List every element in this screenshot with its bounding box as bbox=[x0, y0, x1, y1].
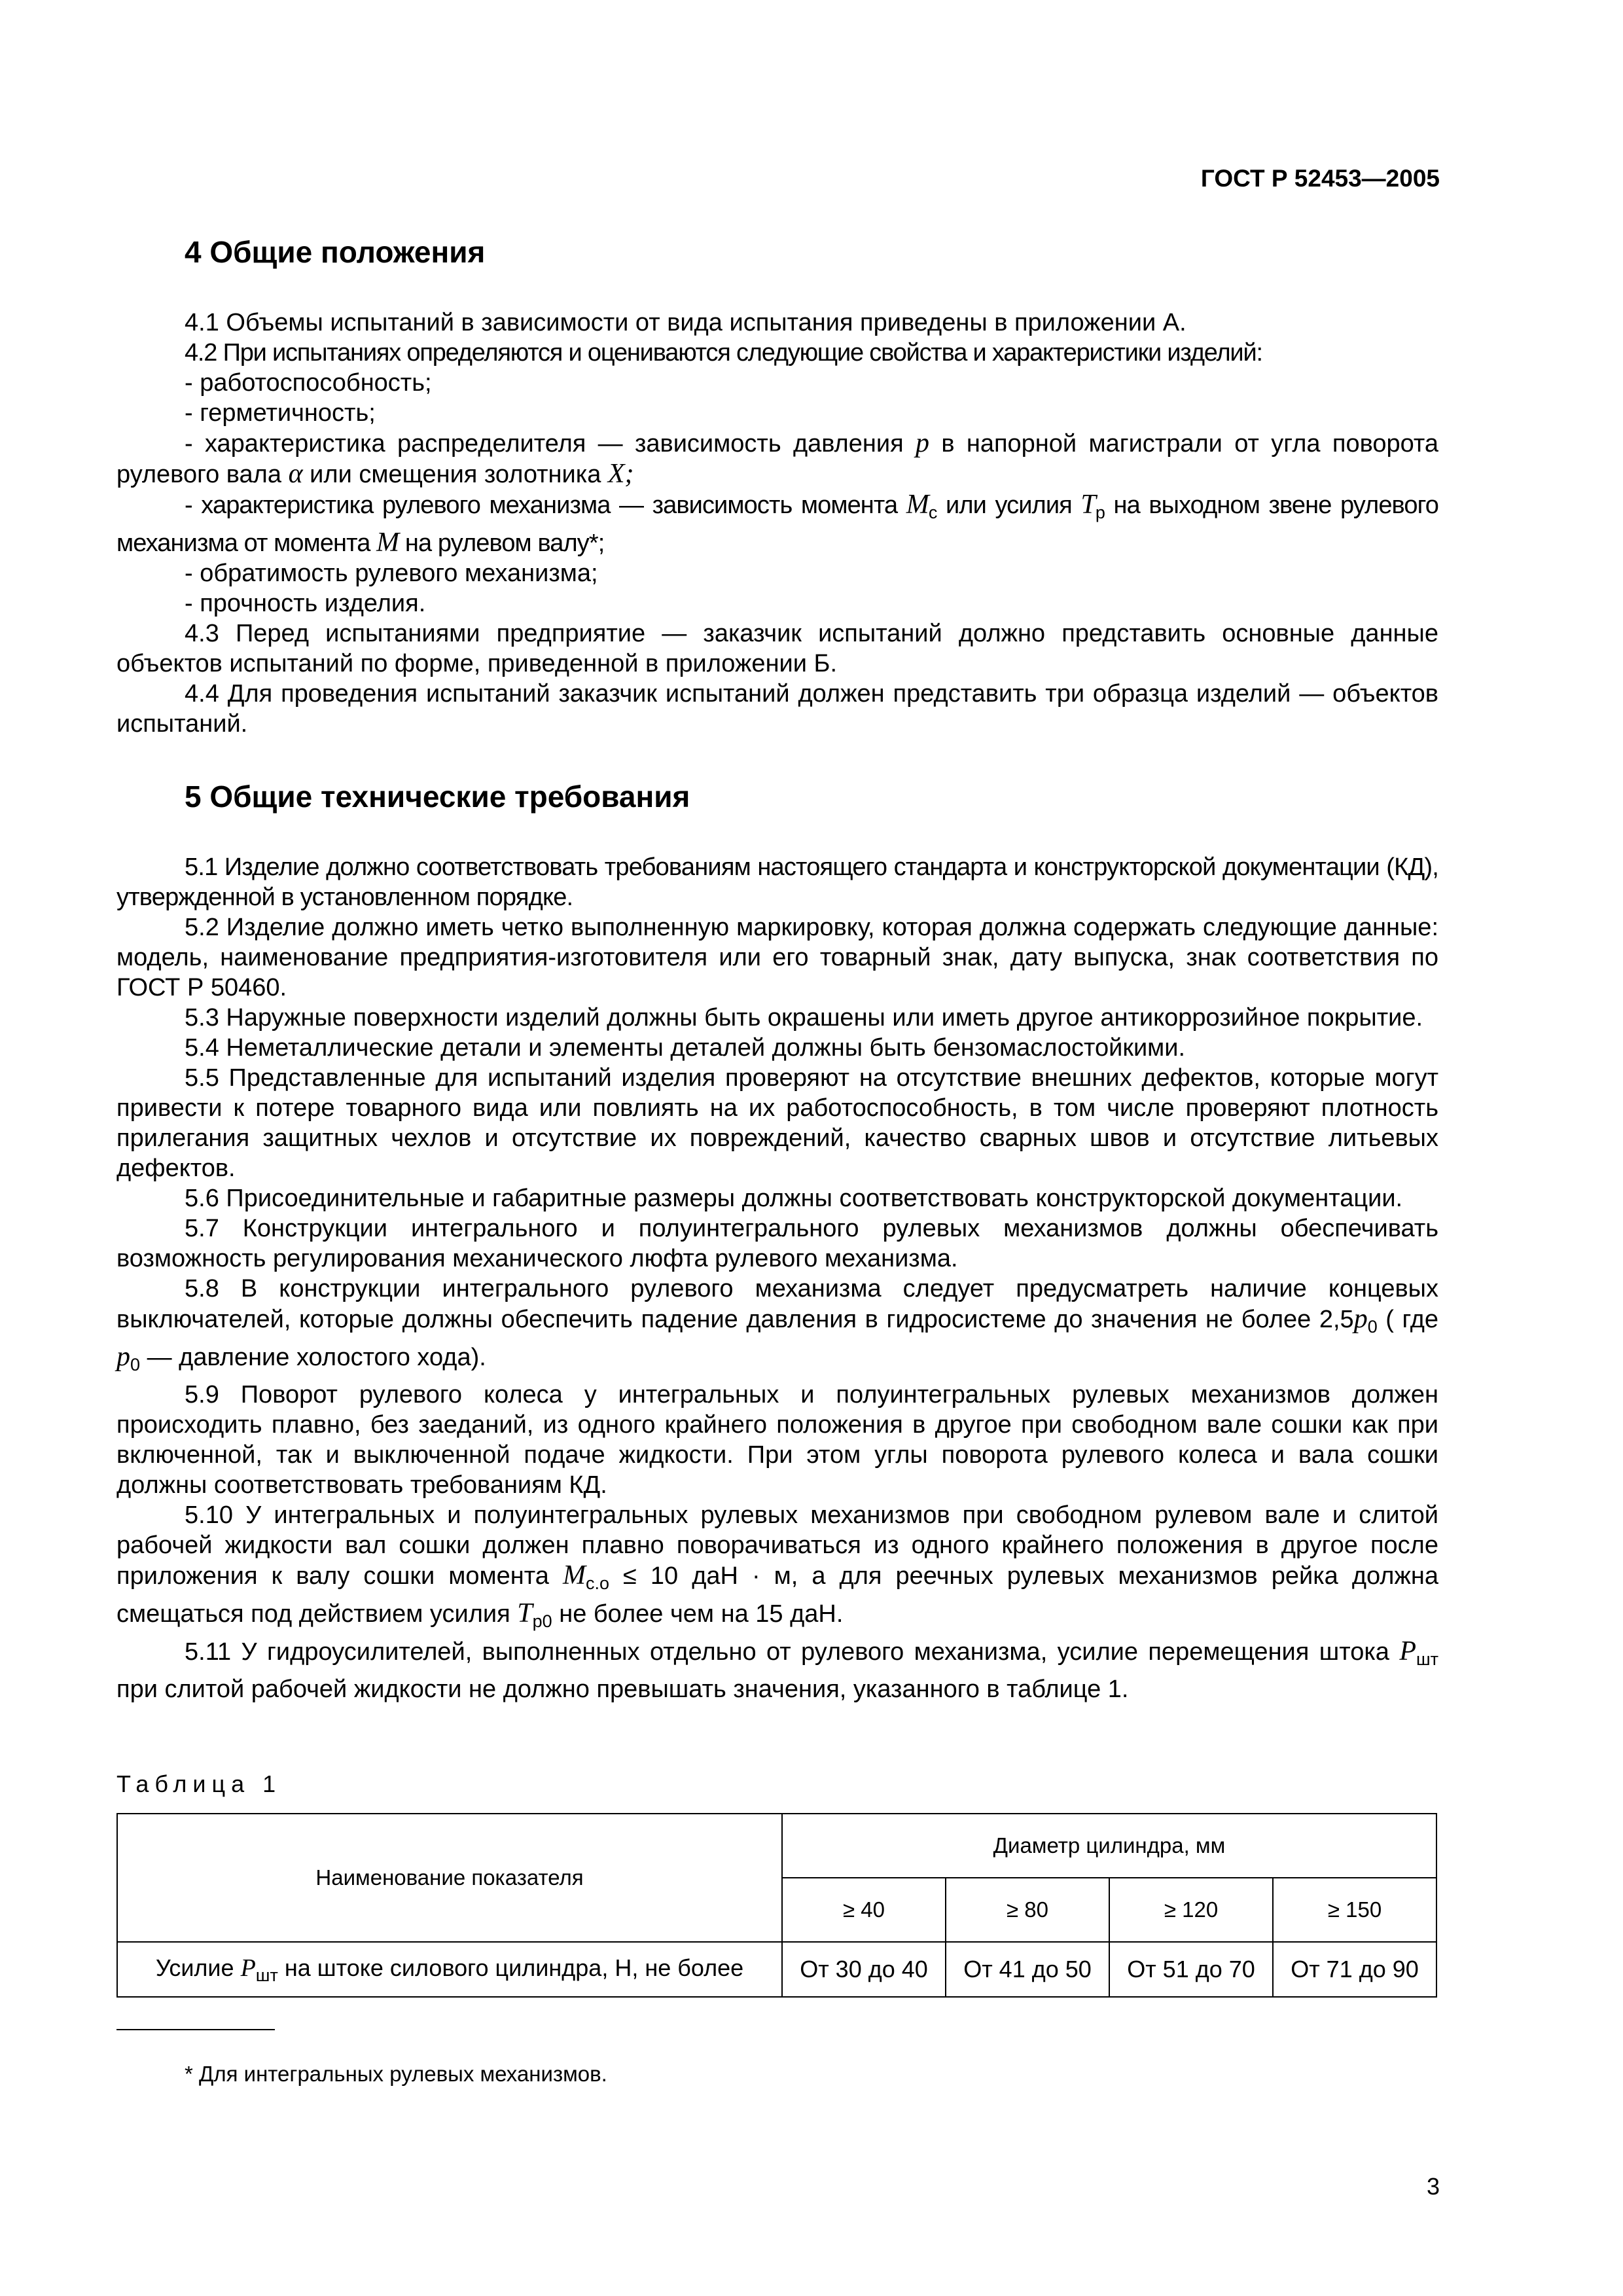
list-item-strength: - прочность изделия. bbox=[185, 590, 426, 617]
table-cell: От 41 до 50 bbox=[946, 1942, 1109, 1997]
paragraph-5-1: 5.1 Изделие должно соответствовать требованиям настоящего стандарта и конструкторской документации (КД), утвержденной в установленном порядке. bbox=[116, 853, 1438, 911]
footnote-divider bbox=[116, 2029, 275, 2030]
table-subheader: ≥ 40 bbox=[782, 1878, 946, 1942]
paragraph-5-9: 5.9 Поворот рулевого колеса у интегральных и полуинтегральных рулевых механизмов должен происходить плавно, без заеданий, из одного крайнего положения в другое при свободном вале сошки как при включенной, так и выключенной подаче жидкости. При этом углы поворота рулевого колеса и вала сошки должны соответствовать требованиям КД. bbox=[116, 1381, 1438, 1499]
table-subheader: ≥ 150 bbox=[1273, 1878, 1436, 1942]
list-item-reversibility: - обратимость рулевого механизма; bbox=[185, 560, 598, 587]
paragraph-5-4: 5.4 Неметаллические детали и элементы деталей должны быть бензомаслостойкими. bbox=[185, 1034, 1186, 1062]
paragraph-5-5: 5.5 Представленные для испытаний изделия проверяют на отсутствие внешних дефектов, которые могут привести к потере товарного вида или повлиять на их работоспособность, в том числе проверяют плотность прилегания защитных чехлов и отсутствие их повреждений, качество сварных швов и отсутствие литьевых дефектов. bbox=[116, 1064, 1438, 1182]
section-5-body bbox=[116, 852, 1438, 1704]
section-5-title: 5 Общие технические требования bbox=[185, 780, 690, 814]
table-row-label: Усилие $P_{шт}$ на штоке силового цилиндра, Н, не более bbox=[117, 1942, 782, 1997]
paragraph-5-7: 5.7 Конструкции интегрального и полуинтегрального рулевых механизмов должны обеспечивать возможность регулирования механического люфта рулевого механизма. bbox=[116, 1215, 1438, 1272]
paragraph-4-2: 4.2 При испытаниях определяются и оцениваются следующие свойства и характеристики изделий: bbox=[185, 339, 1262, 367]
table-row bbox=[117, 1942, 1436, 1997]
paragraph-5-10: 5.10 У интегральных и полуинтегральных рулевых механизмов при свободном рулевом вале и слитой рабочей жидкости вал сошки должен плавно поворачиваться из одного крайнего положения в другое после приложения к валу сошки момента $M_{c.o} \le 10$ даН · м, а для реечных рулевых механизмов рейка должна смещаться под действием усилия $T_{р0}$ не более чем на 15 даН. bbox=[116, 1501, 1438, 1631]
section-4-body bbox=[116, 308, 1438, 739]
table-cell: От 51 до 70 bbox=[1109, 1942, 1273, 1997]
list-item-operability: - работоспособность; bbox=[185, 369, 432, 397]
table-header-indicator: Наименование показателя bbox=[117, 1814, 782, 1942]
table-caption: Таблица 1 bbox=[116, 1770, 282, 1797]
table-subheader: ≥ 120 bbox=[1109, 1878, 1273, 1942]
table-subheader: ≥ 80 bbox=[946, 1878, 1109, 1942]
paragraph-5-3: 5.3 Наружные поверхности изделий должны быть окрашены или иметь другое антикоррозийное покрытие. bbox=[185, 1004, 1423, 1031]
table-cell: От 30 до 40 bbox=[782, 1942, 946, 1997]
section-4-title: 4 Общие положения bbox=[185, 235, 486, 269]
table-header-diameter: Диаметр цилиндра, мм bbox=[782, 1814, 1436, 1878]
paragraph-4-4: 4.4 Для проведения испытаний заказчик испытаний должен представить три образца изделий — объектов испытаний. bbox=[116, 680, 1438, 738]
paragraph-4-3: 4.3 Перед испытаниями предприятие — заказчик испытаний должно представить основные данные объектов испытаний по форме, приведенной в приложении Б. bbox=[116, 620, 1438, 677]
table-cell: От 71 до 90 bbox=[1273, 1942, 1436, 1997]
paragraph-5-2: 5.2 Изделие должно иметь четко выполненную маркировку, которая должна содержать следующие данные: модель, наименование предприятия-изготовителя или его товарный знак, дату выпуска, знак соответствия по ГОСТ Р 50460. bbox=[116, 914, 1438, 1001]
paragraph-4-1: 4.1 Объемы испытаний в зависимости от вида испытания приведены в приложении А. bbox=[185, 309, 1186, 336]
footnote: * Для интегральных рулевых механизмов. bbox=[185, 2062, 607, 2086]
list-item-tightness: - герметичность; bbox=[185, 399, 376, 427]
table-1 bbox=[116, 1813, 1437, 1998]
list-item-steering-characteristic: - характеристика рулевого механизма — зависимость момента $M_c$ или усилия $T_р$ на выходном звене рулевого механизма от момента M на рулевом валу*; bbox=[116, 490, 1439, 558]
paragraph-5-8: 5.8 В конструкции интегрального рулевого механизма следует предусматреть наличие концевых выключателей, которые должны обеспечить падение давления в гидросистеме до значения не более $2,5p_0$ ( где $p_0$ — давление холостого хода). bbox=[116, 1275, 1438, 1374]
page-number: 3 bbox=[1426, 2173, 1440, 2200]
paragraph-5-6: 5.6 Присоединительные и габаритные размеры должны соответствовать конструкторской документации. bbox=[185, 1185, 1403, 1212]
paragraph-5-11: 5.11 У гидроусилителей, выполненных отдельно от рулевого механизма, усилие перемещения штока $P_{шт}$ при слитой рабочей жидкости не должно превышать значения, указанного в таблице 1. bbox=[116, 1636, 1438, 1703]
list-item-distributor-characteristic: - характеристика распределителя — зависимость давления p в напорной магистрали от угла поворота рулевого вала α или смещения золотника X; bbox=[116, 428, 1439, 489]
document-header: ГОСТ Р 52453—2005 bbox=[1200, 165, 1440, 192]
